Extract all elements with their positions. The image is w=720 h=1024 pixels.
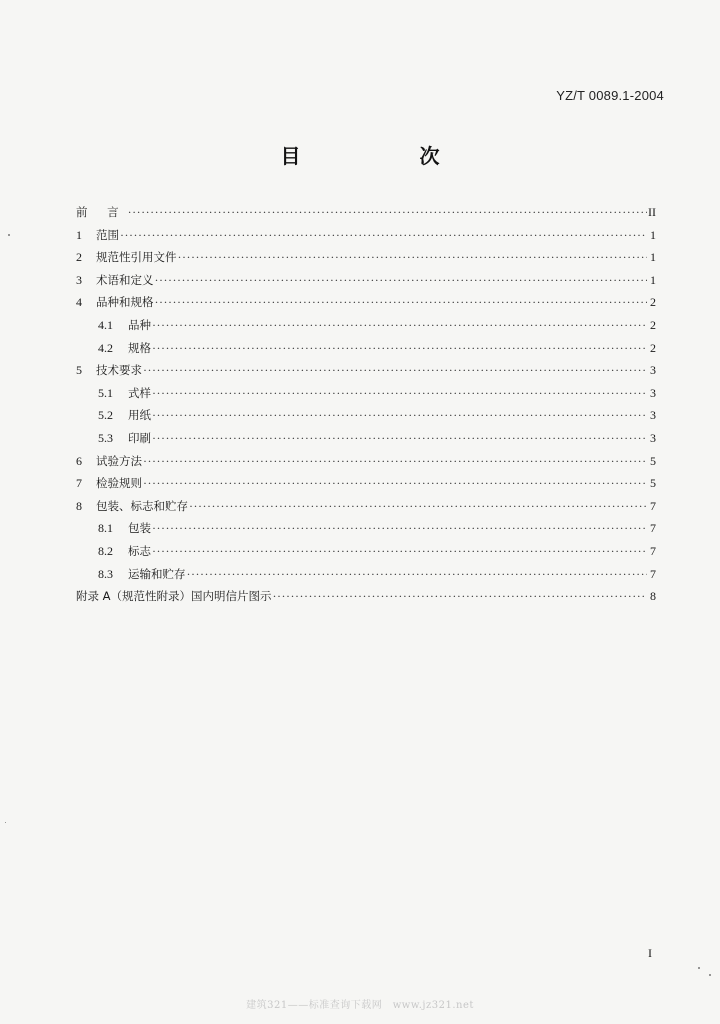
toc-entry-number: 4 [76, 295, 82, 310]
toc-entry-page: 7 [650, 521, 656, 536]
toc-entry[interactable] [76, 472, 656, 495]
toc-entry-page: 1 [650, 250, 656, 265]
toc-entry-label: 品种和规格 [96, 295, 154, 310]
toc-entry-page: 2 [650, 340, 656, 355]
toc-entry-number: 8.1 [98, 521, 113, 536]
toc-entry-label: 试验方法 [96, 453, 142, 468]
toc-entry-number: 4.2 [98, 340, 113, 355]
toc-leader-dots [189, 495, 647, 518]
toc-entry-number: 5.2 [98, 408, 113, 423]
toc-entry-page: 5 [650, 476, 656, 491]
toc-leader-dots [152, 517, 647, 540]
toc-entry[interactable] [76, 404, 656, 427]
toc-entry-label: 前 言 [76, 205, 127, 219]
toc-leader-dots [152, 382, 647, 405]
toc-entry[interactable] [76, 291, 656, 314]
toc-entry[interactable] [76, 540, 656, 563]
toc-entry-label: 印刷 [128, 430, 151, 445]
toc-entry[interactable] [76, 563, 656, 586]
toc-entry[interactable] [76, 224, 656, 247]
toc-entry-page: 3 [650, 385, 656, 400]
page-number: I [648, 946, 652, 960]
toc-entry-label: 品种 [128, 317, 151, 332]
toc-leader-dots [120, 224, 647, 247]
toc-entry-label: 附录 A（规范性附录）国内明信片图示 [76, 589, 272, 604]
toc-leader-dots [143, 359, 647, 382]
toc-entry-label: 规范性引用文件 [96, 250, 177, 265]
toc-entry-label: 术语和定义 [96, 272, 154, 287]
toc-entry-page: 8 [650, 589, 656, 604]
toc-entry[interactable] [76, 382, 656, 405]
toc-leader-dots [143, 472, 647, 495]
toc-entry-number: 6 [76, 453, 82, 468]
toc-leader-dots [178, 246, 648, 269]
toc-entry[interactable] [76, 585, 656, 608]
toc-leader-dots [152, 337, 647, 360]
toc-entry-label: 技术要求 [96, 363, 142, 378]
toc-entry-label: 式样 [128, 385, 151, 400]
toc-leader-dots [187, 563, 648, 586]
toc-entry-number: 5.3 [98, 430, 113, 445]
toc-entry-page: 7 [650, 543, 656, 558]
toc-entry-number: 1 [76, 227, 82, 242]
toc-entry-label: 运输和贮存 [128, 566, 186, 581]
toc-leader-dots [128, 201, 647, 224]
toc-leader-dots [155, 291, 648, 314]
toc-leader-dots [152, 540, 647, 563]
toc-entry[interactable] [76, 201, 656, 224]
toc-entry-page: 7 [650, 566, 656, 581]
toc-entry-page: 2 [650, 295, 656, 310]
toc-entry-label: 规格 [128, 340, 151, 355]
toc-entry[interactable] [76, 517, 656, 540]
toc-leader-dots [155, 269, 648, 292]
toc-entry-number: 8 [76, 498, 82, 513]
toc-entry-page: 5 [650, 453, 656, 468]
toc-entry[interactable] [76, 269, 656, 292]
toc-entry[interactable] [76, 359, 656, 382]
toc-entry[interactable] [76, 246, 656, 269]
standard-code: YZ/T 0089.1-2004 [556, 88, 664, 103]
toc-entry-number: 5.1 [98, 385, 113, 400]
toc-leader-dots [152, 404, 647, 427]
toc-entry-number: 8.3 [98, 566, 113, 581]
toc-entry-page: 3 [650, 408, 656, 423]
toc-entry-number: 4.1 [98, 317, 113, 332]
toc-entry-page: 7 [650, 498, 656, 513]
toc-entry-page: 1 [650, 227, 656, 242]
toc-entry-label: 范围 [96, 227, 119, 242]
toc-entry-number: 5 [76, 363, 82, 378]
toc-entry[interactable] [76, 427, 656, 450]
toc-leader-dots [152, 427, 647, 450]
toc-entry[interactable] [76, 450, 656, 473]
toc-entry[interactable] [76, 337, 656, 360]
watermark: 建筑321——标准查询下载网 www.jz321.net [246, 1000, 474, 1011]
toc-entry-page: 3 [650, 363, 656, 378]
toc-entry-label: 包装 [128, 521, 151, 536]
toc-leader-dots [143, 450, 647, 473]
scan-speck [709, 974, 711, 976]
toc-entry-label: 标志 [128, 543, 151, 558]
toc-entry[interactable] [76, 314, 656, 337]
toc-entry[interactable] [76, 495, 656, 518]
toc-entry-number: 7 [76, 476, 82, 491]
table-of-contents [76, 201, 656, 608]
toc-entry-page: 1 [650, 272, 656, 287]
scan-speck [5, 822, 6, 823]
toc-leader-dots [152, 314, 647, 337]
scan-speck [8, 234, 10, 236]
toc-entry-page: 3 [650, 430, 656, 445]
toc-entry-label: 检验规则 [96, 476, 142, 491]
toc-entry-label: 用纸 [128, 408, 151, 423]
toc-entry-number: 2 [76, 250, 82, 265]
toc-title: 目 次 [280, 144, 496, 168]
toc-entry-page: II [648, 205, 656, 219]
toc-entry-number: 8.2 [98, 543, 113, 558]
scan-speck [698, 967, 700, 969]
toc-entry-number: 3 [76, 272, 82, 287]
toc-entry-page: 2 [650, 317, 656, 332]
toc-entry-label: 包装、标志和贮存 [96, 498, 188, 513]
toc-leader-dots [273, 585, 647, 608]
